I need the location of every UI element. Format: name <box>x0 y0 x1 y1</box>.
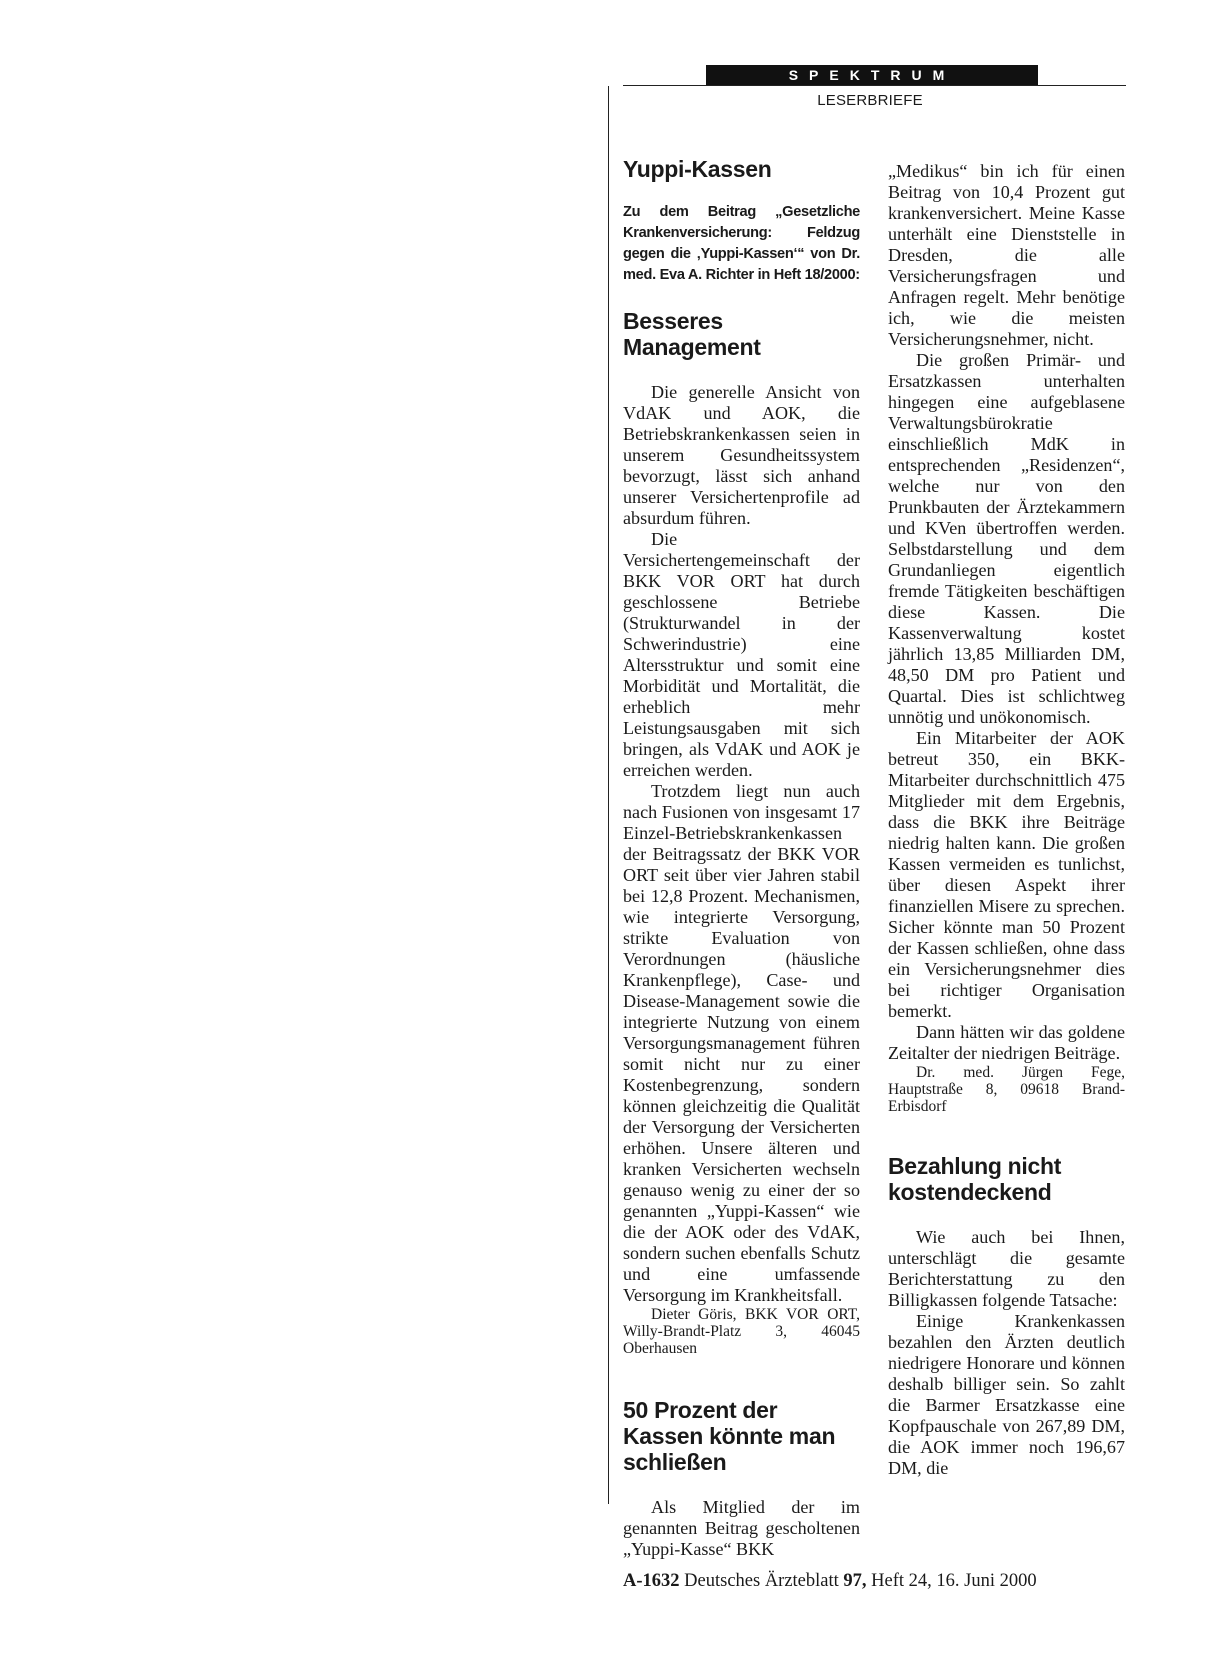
issue-info: Heft 24, 16. Juni 2000 <box>871 1571 1037 1591</box>
journal-name: Deutsches Ärzteblatt <box>684 1571 839 1591</box>
letter-paragraph: Als Mitglied der im genannten Beitrag gescholtenen „Yuppi-Kasse“ BKK <box>623 1497 860 1559</box>
column-rule <box>608 86 609 1504</box>
section-label: SPEKTRUM <box>706 65 1038 85</box>
article-title: Yuppi-Kassen <box>623 156 772 182</box>
right-column <box>888 161 1125 1479</box>
subsection-label: LESERBRIEFE <box>817 92 923 109</box>
page-footer <box>623 1571 1221 1592</box>
header-rule <box>623 85 1126 86</box>
letter-paragraph: Trotzdem liegt nun auch nach Fusionen von insgesamt 17 Einzel-Betriebskrankenkassen der Beitragssatz der BKK VOR ORT seit über vier Jahren stabil bei 12,8 Prozent. Mechanismen, wie integrierte Versorgung, strikte Evaluation von Verordnungen (häusliche Krankenpflege), Case- und Disease-Management sowie die integrierte Nutzung von einem Versorgungsmanagement führen somit nicht nur zu einer Kostenbegrenzung, sondern können gleichzeitig die Qualität der Versorgung der Versicherten erhöhen. Unsere älteren und kranken Versicherten wechseln genauso wenig zu einer der so genannten „Yuppi-Kassen“ wie die der AOK oder des VdAK, sondern suchen ebenfalls Schutz und eine umfassende Versorgung im Krankheitsfall. <box>623 781 860 1305</box>
letter-signature: Dr. med. Jürgen Fege, Hauptstraße 8, 09618 Brand-Erbisdorf <box>888 1064 1125 1115</box>
volume-number: 97, <box>843 1571 867 1591</box>
letter-paragraph: Einige Krankenkassen bezahlen den Ärzten deutlich niedrigere Honorare und können deshalb billiger sein. So zahlt die Barmer Ersatzkasse eine Kopfpauschale von 267,89 DM, die AOK immer noch 196,67 DM, die <box>888 1311 1125 1478</box>
left-column <box>623 156 860 1560</box>
article-intro: Zu dem Beitrag „Gesetzliche Krankenversicherung: Feldzug gegen die ‚Yuppi-Kassen‘“ von Dr. med. Eva A. Richter in Heft 18/2000: <box>623 204 860 283</box>
letter-heading: Bezahlung nicht kostendeckend <box>888 1153 1062 1205</box>
letter-paragraph: Die großen Primär- und Ersatzkassen unterhalten hingegen eine aufgeblasene Verwaltungsbürokratie einschließlich MdK in entsprechenden „Residenzen“, welche nur von den Prunkbauten der Ärztekammern und KVen übertroffen werden. Selbstdarstellung und dem Grundanliegen eigentlich fremde Tätigkeiten beschäftigen diese Kassen. Die Kassenverwaltung kostet jährlich 13,85 Milliarden DM, 48,50 DM pro Patient und Quartal. Dies ist schlichtweg unnötig und unökonomisch. <box>888 350 1125 727</box>
letter-paragraph: Dann hätten wir das goldene Zeitalter der niedrigen Beiträge. <box>888 1022 1125 1063</box>
letter-paragraph: Ein Mitarbeiter der AOK betreut 350, ein BKK-Mitarbeiter durchschnittlich 475 Mitglieder mit dem Ergebnis, dass die BKK ihre Beiträge niedrig halten kann. Die großen Kassen vermeiden es tunlichst, über diesen Aspekt ihrer finanziellen Misere zu sprechen. Sicher könnte man 50 Prozent der Kassen schließen, ohne dass ein Versicherungsnehmer dies bei richtiger Organisation bemerkt. <box>888 728 1125 1021</box>
letter-paragraph: Die Versichertengemeinschaft der BKK VOR ORT hat durch geschlossene Betriebe (Strukturwandel in der Schwerindustrie) eine Altersstruktur und somit eine Morbidität und Mortalität, die erheblich mehr Leistungsausgaben mit sich bringen, als VdAK und AOK je erreichen werden. <box>623 529 860 780</box>
letter-paragraph: Die generelle Ansicht von VdAK und AOK, die Betriebskrankenkassen seien in unserem Gesundheitssystem bevorzugt, lässt sich anhand unserer Versichertenprofile ad absurdum führen. <box>623 382 860 528</box>
page-number: A-1632 <box>623 1571 680 1591</box>
letter-signature: Dieter Göris, BKK VOR ORT, Willy-Brandt-Platz 3, 46045 Oberhausen <box>623 1306 860 1357</box>
letter-paragraph: „Medikus“ bin ich für einen Beitrag von 10,4 Prozent gut krankenversichert. Meine Kasse unterhält eine Dienststelle in Dresden, die alle Versicherungsfragen und Anfragen regelt. Mehr benötige ich, wie die meisten Versicherungsnehmer, nicht. <box>888 161 1125 349</box>
letter-paragraph: Wie auch bei Ihnen, unterschlägt die gesamte Berichterstattung zu den Billigkassen folgende Tatsache: <box>888 1227 1125 1310</box>
letter-heading: Besseres Management <box>623 308 761 360</box>
letter-heading: 50 Prozent der Kassen könnte man schließen <box>623 1397 836 1475</box>
